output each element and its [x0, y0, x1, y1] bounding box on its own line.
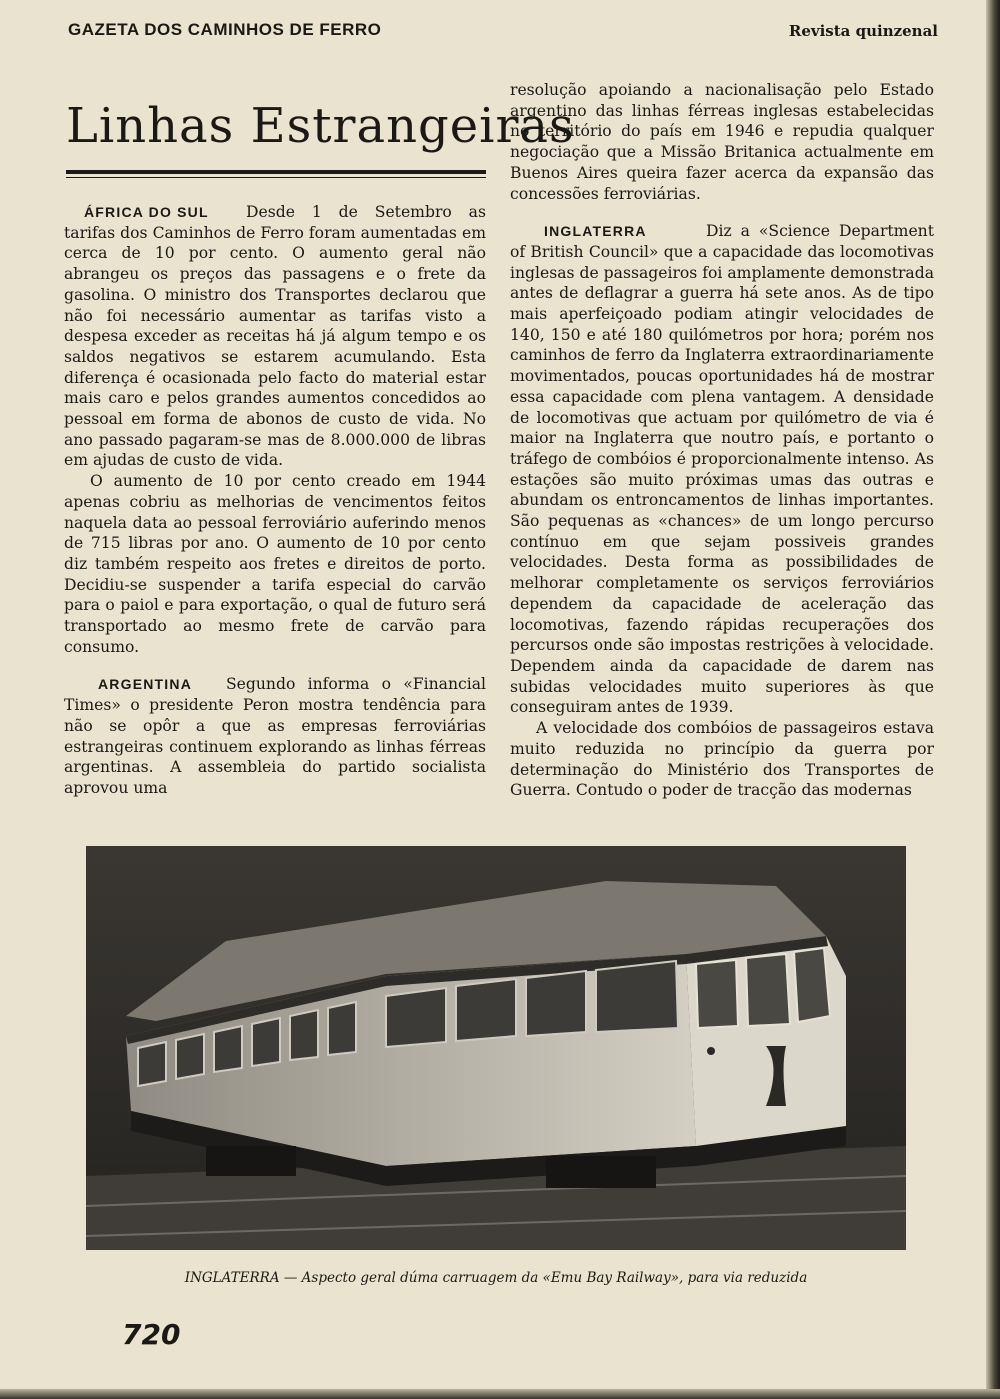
country-label-argentina: ARGENTINA	[98, 676, 193, 693]
africa-paragraph-2: O aumento de 10 por cento creado em 1944 apenas cobriu as melhorias de vencimentos feitos naquela data ao pessoal ferroviário auferindo menos de 715 libras por ano. O aumento de 10 por cento diz também respeito aos fretes e direitos de porto. Decidiu-se suspender a tarifa especial do carvão para o paiol e para exportação, o qual de futuro será transportado ao mesmo frete de carvão para consumo.	[64, 472, 486, 656]
africa-paragraph-1	[64, 202, 486, 471]
book-spine-shadow	[986, 0, 1000, 1399]
right-column	[510, 80, 934, 801]
photo-caption: INGLATERRA — Aspecto geral dúma carruagem da «Emu Bay Railway», para via reduzida	[184, 1270, 808, 1286]
inglaterra-paragraph-2: A velocidade dos combóios de passageiros estava muito reduzida no princípio da guerra por determinação do Ministério dos Transportes de Guerra. Contudo o poder de tracção das modernas	[510, 719, 934, 800]
railcar-photo	[86, 846, 906, 1250]
publication-title: GAZETA DOS CAMINHOS DE FERRO	[68, 20, 382, 39]
title-rule-thin	[66, 177, 486, 178]
africa-text-1: Desde 1 de Setembro as tarifas dos Caminhos de Ferro foram aumentadas em cerca de 10 por cento. O aumento geral não abrangeu os preços das passagens e o frete da gasolina. O ministro dos Transportes declarou que não foi necessário aumentar as tarifas visto a despesa exceder as receitas há já algum tempo e os saldos negativos se estarem acumulando. Esta diferença é ocasionada pelo facto do material estar mais caro e pelos grandes aumentos concedidos ao pessoal em forma de abonos de custo de vida. No ano passado pagaram-se mas de 8.000.000 de libras em ajudas de custo de vida.	[64, 203, 486, 470]
page-bottom-edge	[0, 1389, 1000, 1399]
railcar-illustration	[86, 846, 906, 1250]
inglaterra-text-1: Diz a «Science Department of British Council» que a capacidade das locomotivas inglesas de passageiros foi amplamente demonstrada antes de deflagrar a guerra há sete anos. As de tipo mais aperfeiçoado podiam atingir velocidades de 140, 150 e até 180 quilómetros por hora; porém nos caminhos de ferro da Inglaterra extraordinariamente movimentados, poucas oportunidades há de mostrar essa capacidade com plena vantagem. A densidade de locomotivas que actuam por quilómetro de via é maior na Inglaterra que noutro país, e portanto o tráfego de combóios é proporcionalmente intenso. As estações são muito próximas umas das outras e abundam os entroncamentos de linhas importantes. São pequenas as «chances» de um longo percurso contínuo em que sejam possiveis grandes velocidades. Desta forma as possibilidades de melhorar completamente os serviços ferroviários dependem da capacidade de aceleração das locomotivas, fazendo rápidas recuperações dos percursos onde são impostas restrições à velocidade. Dependem ainda da capacidade de darem nas subidas velocidades muito superiores às que conseguiram antes de 1939.	[510, 222, 934, 717]
argentina-text: Segundo informa o «Financial Times» o presidente Peron mostra tendência para não se opôr a que as empresas ferroviárias estrangeiras continuem explorando as linhas férreas argentinas. A assembleia do partido socialista aprovou uma	[64, 675, 486, 797]
argentina-continuation: resolução apoiando a nacionalisação pelo Estado argentino das linhas férreas inglesas estabelecidas no território do país em 1946 e repudia qualquer negociação que a Missão Britanica actualmente em Buenos Aires queira fazer acerca da expansão das concessões ferroviárias.	[510, 81, 934, 203]
section-title: Linhas Estrangeiras	[66, 98, 575, 154]
argentina-paragraph	[64, 674, 486, 798]
publication-subtitle: Revista quinzenal	[788, 22, 938, 40]
title-rule	[66, 170, 486, 174]
inglaterra-paragraph-1	[510, 221, 934, 718]
page-number: 720	[122, 1318, 181, 1351]
country-label-inglaterra: INGLATERRA	[544, 223, 647, 240]
left-column	[64, 202, 486, 799]
country-label-africa: ÁFRICA DO SUL	[84, 204, 209, 220]
